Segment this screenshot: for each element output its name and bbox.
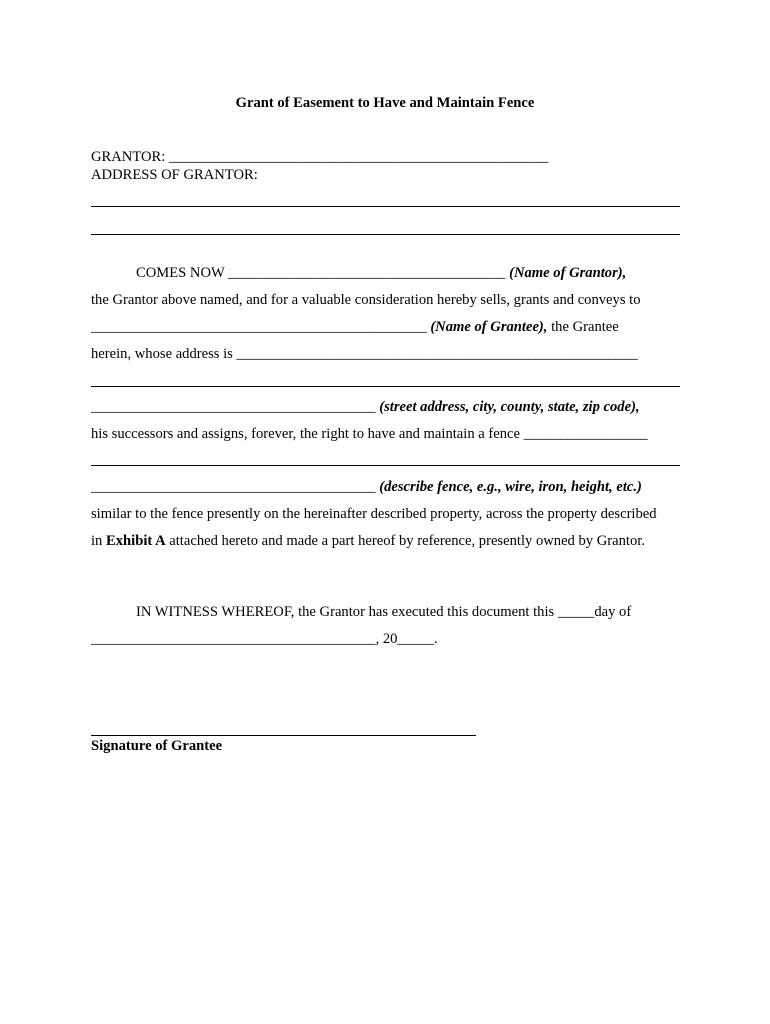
grantor-line xyxy=(91,148,548,166)
comes-now-text: COMES NOW ______________________________________ xyxy=(136,265,510,281)
exhibit-post: attached hereto and made a part hereof by reference, presently owned by Grantor. xyxy=(165,533,645,549)
street-address-line xyxy=(91,398,640,416)
document-title: Grant of Easement to Have and Maintain Fence xyxy=(235,95,535,111)
name-of-grantee-note: (Name of Grantee), xyxy=(430,319,548,335)
describe-fence-note: (describe fence, e.g., wire, iron, height, etc.) xyxy=(379,479,642,495)
address-rule-2 xyxy=(91,234,680,235)
street-address-blank: _______________________________________ xyxy=(91,399,380,415)
witness-line: IN WITNESS WHEREOF, the Grantor has executed this document this _____day of xyxy=(136,604,632,620)
grantor-label: GRANTOR: xyxy=(91,149,169,165)
grantee-blank: ______________________________________________ xyxy=(91,319,431,335)
grantee-tail: the Grantee xyxy=(547,319,619,335)
grantor-blank: ____________________________________________________ xyxy=(168,149,549,165)
body-line-2: the Grantor above named, and for a valuable consideration hereby sells, grants and conveys to xyxy=(91,292,641,308)
fence-description-rule xyxy=(91,465,680,466)
successors-line: his successors and assigns, forever, the right to have and maintain a fence _________________ xyxy=(91,426,648,442)
address-continuation-rule xyxy=(91,386,680,387)
exhibit-line xyxy=(91,532,645,550)
comes-now-line xyxy=(136,264,626,282)
name-of-grantor-note: (Name of Grantor), xyxy=(509,265,627,281)
signature-rule xyxy=(91,735,476,736)
exhibit-a-label: Exhibit A xyxy=(106,533,166,549)
describe-fence-line xyxy=(91,478,642,496)
address-rule-1 xyxy=(91,206,680,207)
similar-fence-line: similar to the fence presently on the hereinafter described property, across the property described xyxy=(91,506,657,522)
street-address-note: (street address, city, county, state, zip code), xyxy=(379,399,640,415)
describe-fence-blank: _______________________________________ xyxy=(91,479,380,495)
whose-address-line: herein, whose address is _______________________________________________________ xyxy=(91,346,638,362)
signature-label: Signature of Grantee xyxy=(91,738,223,754)
exhibit-pre: in xyxy=(91,533,106,549)
grantee-line xyxy=(91,318,619,336)
address-label: ADDRESS OF GRANTOR: xyxy=(91,167,258,183)
date-line: _______________________________________, 20_____. xyxy=(91,631,438,647)
